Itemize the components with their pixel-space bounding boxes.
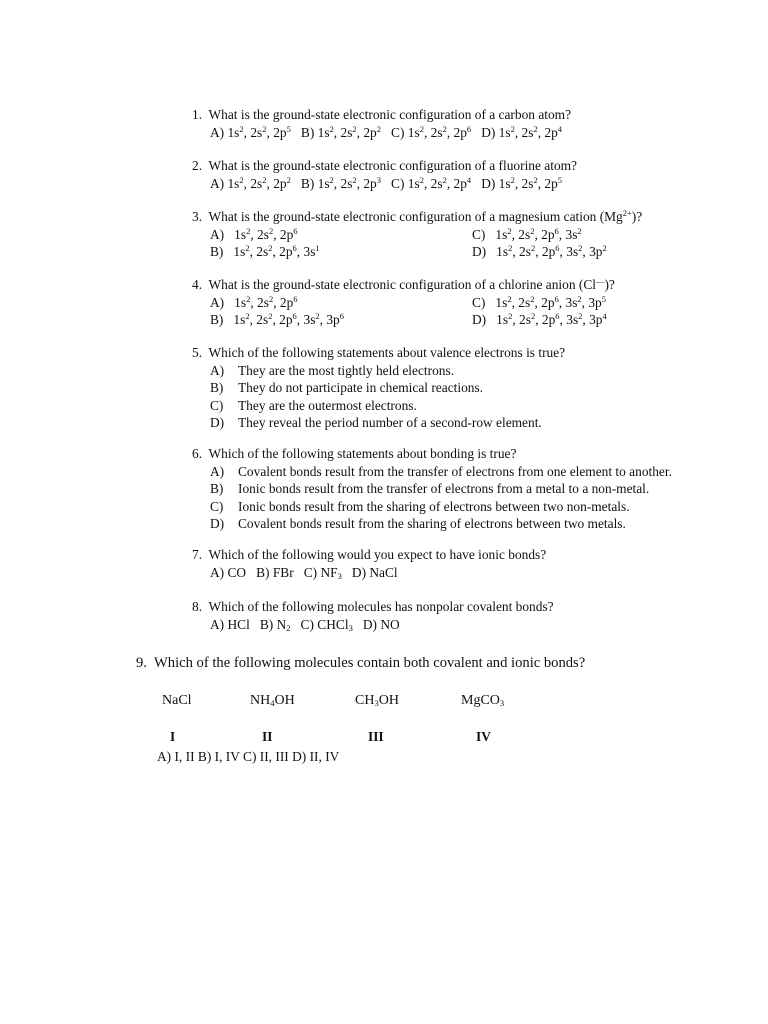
choice: D) $1s^2$, $2s^2$, $2p^6$, $3s^2$, $3p^4$	[472, 311, 607, 327]
question-9-choices: A) I, II B) I, IV C) II, III D) II, IV	[157, 749, 340, 764]
question-3-text: 3. What is the ground-state electronic configuration of a magnesium cation $(Mg^{2+})$?	[192, 208, 643, 224]
question-8	[192, 598, 732, 633]
option: C) They are the outermost electrons.	[210, 397, 417, 413]
question-4-choices	[210, 294, 732, 329]
question-4-text: 4. What is the ground-state electronic configuration of a chlorine anion (Cl—)?	[192, 276, 615, 292]
choice: C) $1s^2$, $2s^2$, $2p^6$, $3s^2$, $3p^5$	[472, 293, 606, 310]
question-2-text: 2. What is the ground-state electronic configuration of a fluorine atom?	[192, 158, 577, 173]
question-7-text: 7. Which of the following would you expect to have ionic bonds?	[192, 547, 547, 562]
numeral-i: I	[170, 729, 176, 744]
compound-ch3oh: $CH_3OH$	[355, 693, 399, 708]
choice: B) $1s^2$, $2s^2$, $2p^6$, $3s^2$, $3p^6$	[210, 311, 344, 327]
option: A) They are the most tightly held electrons.	[210, 362, 455, 378]
question-7	[192, 546, 732, 581]
option: D) Covalent bonds result from the sharing of electrons between two metals.	[210, 516, 626, 531]
option: C) Ionic bonds result from the sharing of electrons between two non-metals.	[210, 498, 630, 514]
question-8-choices: A) HCl B) $N_2$ C) CHCl$_3$ D) NO	[210, 616, 400, 633]
numeral-ii: II	[262, 729, 273, 744]
choice: B) $1s^2$, $2s^2$, $2p^6$, $3s^1$	[210, 243, 320, 259]
question-8-text: 8. Which of the following molecules has nonpolar covalent bonds?	[192, 599, 554, 614]
question-1-choices: A) $1s^2$, $2s^2$, $2p^5$ B) $1s^2$, $2s^2$, $2p^2$ C) $1s^2$, $2s^2$, $2p^6$ D) $1s^2$, $2s^2$, $2p^4$	[210, 123, 563, 140]
question-3	[192, 208, 732, 261]
question-9-text: 9. Which of the following molecules contain both covalent and ionic bonds?	[136, 655, 586, 671]
choice: A) $1s^2$, $2s^2$, $2p^6$	[210, 225, 298, 242]
question-2	[192, 157, 732, 192]
question-5-options	[210, 362, 732, 432]
question-6-text: 6. Which of the following statements about bonding is true?	[192, 446, 517, 461]
choice: C) $1s^2$, $2s^2$, $2p^6$, $3s^2$	[472, 225, 582, 242]
numeral-iv: IV	[476, 729, 491, 744]
option: A) Covalent bonds result from the transfer of electrons from one element to another.	[210, 463, 672, 479]
numeral-iii: III	[368, 729, 384, 744]
compound-mgco3: MgCO$_3$	[461, 693, 505, 708]
compound-nh4oh: $NH_4OH$	[250, 693, 295, 708]
question-1-text: 1. What is the ground-state electronic configuration of a carbon atom?	[192, 107, 572, 122]
option: D) They reveal the period number of a second-row element.	[210, 415, 542, 430]
question-6-options	[210, 463, 732, 533]
option: B) Ionic bonds result from the transfer of electrons from a metal to a non-metal.	[210, 481, 650, 496]
question-4	[192, 276, 732, 329]
choice: A) $1s^2$, $2s^2$, $2p^6$	[210, 293, 298, 310]
question-3-choices	[210, 226, 732, 261]
compound-nacl: NaCl	[162, 693, 192, 708]
question-1	[192, 106, 732, 141]
question-7-choices: A) CO B) FBr C) $NF_3$ D) NaCl	[210, 564, 398, 581]
question-2-choices: A) $1s^2$, $2s^2$, $2p^2$ B) $1s^2$, $2s^2$, $2p^3$ C) $1s^2$, $2s^2$, $2p^4$ D) $1s^2$, $2s^2$, $2p^5$	[210, 174, 563, 191]
choice: D) $1s^2$, $2s^2$, $2p^6$, $3s^2$, $3p^2$	[472, 243, 607, 259]
question-5	[192, 344, 732, 432]
question-6	[192, 445, 732, 533]
option: B) They do not participate in chemical reactions.	[210, 380, 484, 395]
question-5-text: 5. Which of the following statements about valence electrons is true?	[192, 345, 566, 360]
